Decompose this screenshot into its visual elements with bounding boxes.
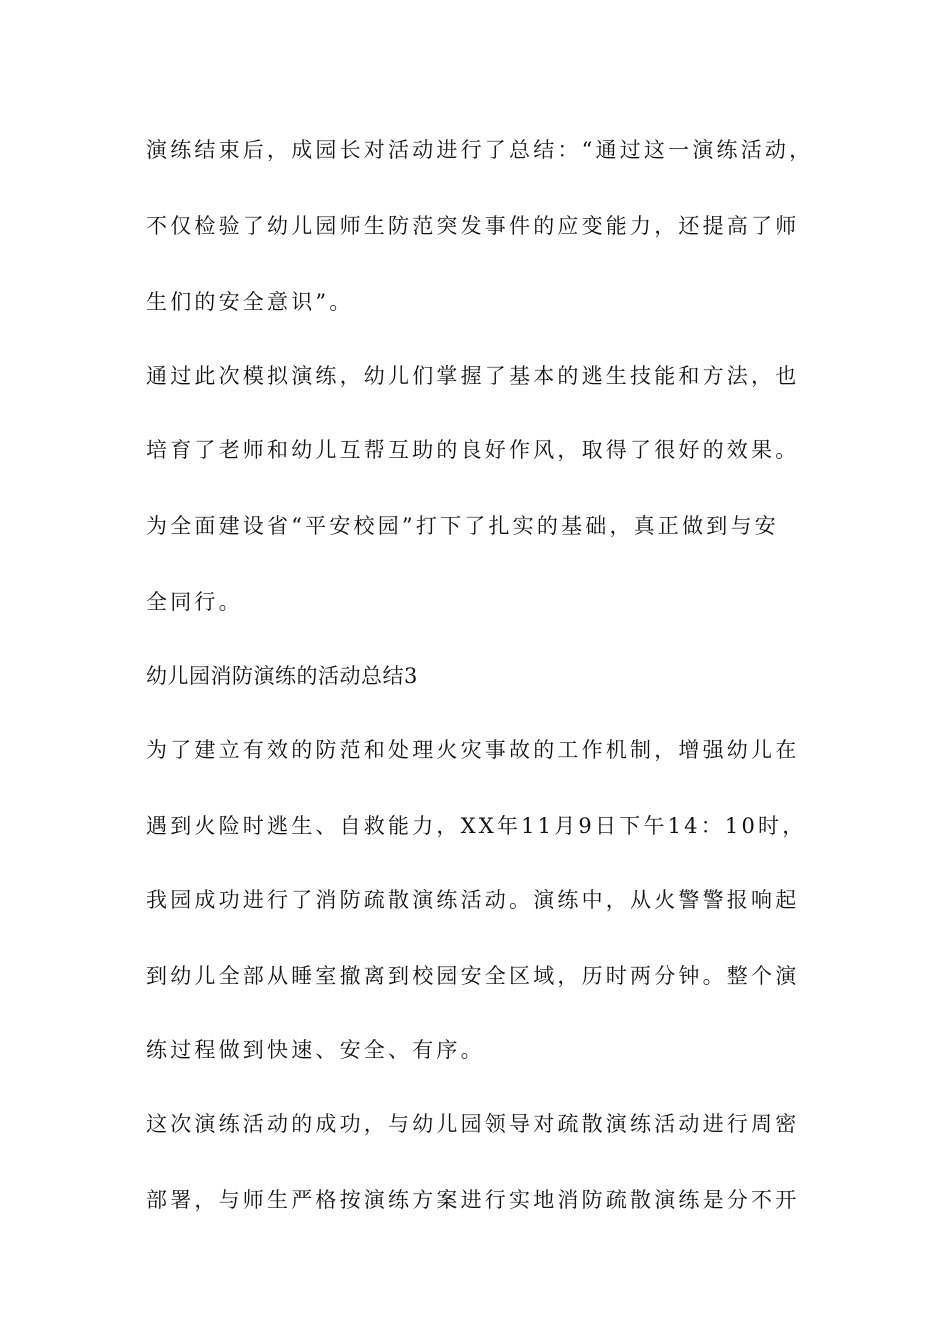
paragraph-line: 生们的安全意识”。 [146,290,354,314]
paragraph-line: 全同行。 [146,590,243,614]
paragraph-line: 练过程做到快速、安全、有序。 [146,1038,485,1062]
paragraph-line: 不仅检验了幼儿园师生防范突发事件的应变能力，还提高了师 [146,214,800,238]
paragraph-line: 培育了老师和幼儿互帮互助的良好作风，取得了很好的效果。 [146,438,800,462]
section-heading: 幼儿园消防演练的活动总结3 [146,664,418,688]
paragraph-line: 遇到火险时逃生、自救能力，XX年11月9日下午14：10时， [146,814,807,838]
paragraph-line: 部署，与师生严格按演练方案进行实地消防疏散演练是分不开 [146,1188,800,1212]
paragraph-line: 为了建立有效的防范和处理火灾事故的工作机制，增强幼儿在 [146,738,800,762]
paragraph-line: 我园成功进行了消防疏散演练活动。演练中，从火警警报响起 [146,888,800,912]
paragraph-line: 通过此次模拟演练，幼儿们掌握了基本的逃生技能和方法，也 [146,364,800,388]
paragraph-line: 到幼儿全部从睡室撤离到校园安全区域，历时两分钟。整个演 [146,964,800,988]
paragraph-line: 这次演练活动的成功，与幼儿园领导对疏散演练活动进行周密 [146,1112,800,1136]
paragraph-line: 为全面建设省“平安校园”打下了扎实的基础，真正做到与安 [146,514,779,538]
paragraph-line: 演练结束后，成园长对活动进行了总结：“通过这一演练活动， [146,138,814,162]
